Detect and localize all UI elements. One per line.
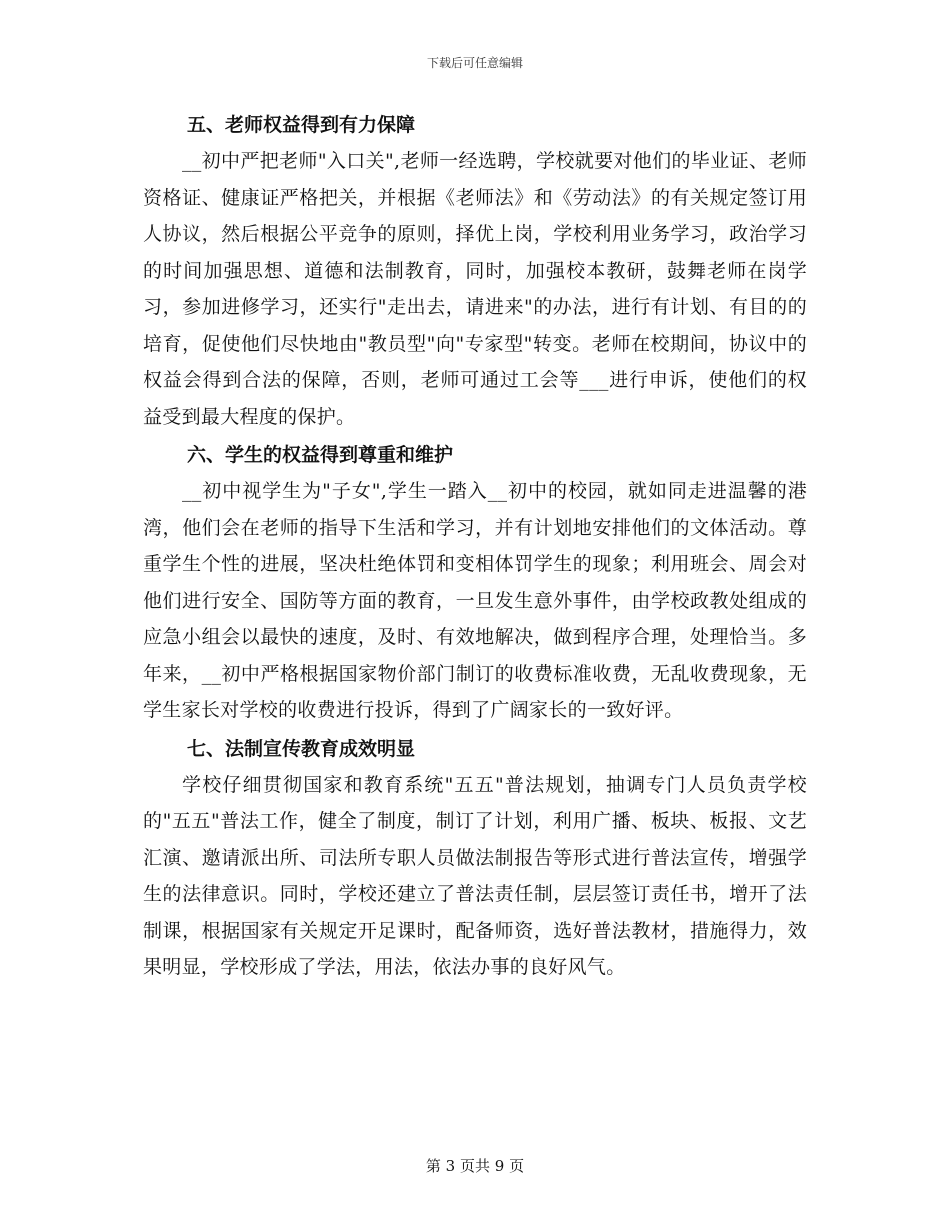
document-body (143, 107, 807, 986)
section-paragraph-5: __初中严把老师"入口关",老师一经选聘，学校就要对他们的毕业证、老师资格证、健康证严格把关，并根据《老师法》和《劳动法》的有关规定签订用人协议，然后根据公平竞争的原则，择优上岗，学校利用业务学习，政治学习的时间加强思想、道德和法制教育，同时，加强校本教研，鼓舞老师在岗学习，参加进修学习，还实行"走出去，请进来"的办法，进行有计划、有目的的培育，促使他们尽快地由"教员型"向"专家型"转变。老师在校期间，协议中的权益会得到合法的保障，否则，老师可通过工会等___进行申诉，使他们的权益受到最大程度的保护。 (143, 150, 807, 428)
section-paragraph-7: 学校仔细贯彻国家和教育系统"五五"普法规划，抽调专门人员负责学校的"五五"普法工作，健全了制度，制订了计划，利用广播、板块、板报、文艺汇演、邀请派出所、司法所专职人员做法制报告等形式进行普法宣传，增强学生的法律意识。同时，学校还建立了普法责任制，层层签订责任书，增开了法制课，根据国家有关规定开足课时，配备师资，选好普法教材，措施得力，效果明显，学校形成了学法，用法，依法办事的良好风气。 (143, 773, 807, 978)
page-header: 下载后可任意编辑 (426, 56, 523, 70)
section-heading-7: 七、法制宣传教育成效明显 (187, 737, 416, 760)
section-paragraph-6: __初中视学生为"子女",学生一踏入__初中的校园，就如同走进温馨的港湾，他们会在老师的指导下生活和学习，并有计划地安排他们的文体活动。尊重学生个性的进展，坚决杜绝体罚和变相体罚学生的现象；利用班会、周会对他们进行安全、国防等方面的教育，一旦发生意外事件，由学校政教处组成的应急小组会以最快的速度，及时、有效地解决，做到程序合理，处理恰当。多年来，__初中严格根据国家物价部门制订的收费标准收费，无乱收费现象，无学生家长对学校的收费进行投诉，得到了广阔家长的一致好评。 (143, 480, 807, 721)
section-heading-5: 五、老师权益得到有力保障 (187, 114, 416, 136)
page-footer: 第 3 页共 9 页 (425, 1157, 525, 1175)
section-heading-6: 六、学生的权益得到尊重和维护 (187, 444, 454, 466)
